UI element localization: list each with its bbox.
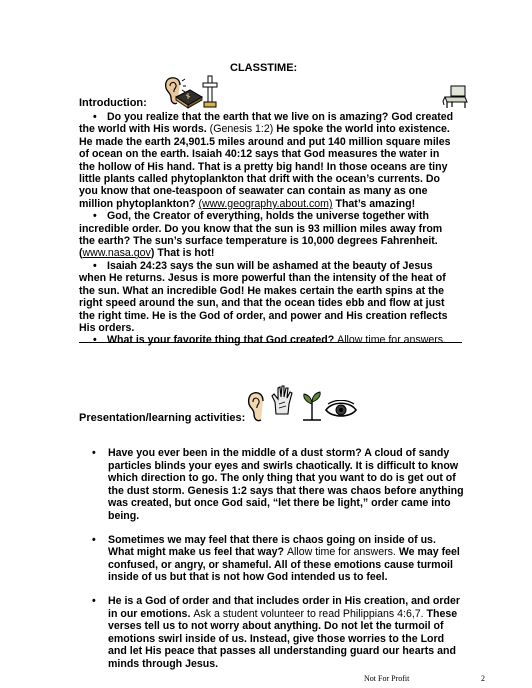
bullet: • [92,447,96,459]
source-link[interactable]: (www.geography.about.com) [198,197,333,210]
eye-icon [324,400,358,420]
intro-text-segment: That’s amazing! [332,197,416,210]
bullet: • [93,259,97,272]
introduction-label: Introduction: [79,97,147,109]
page-heading: CLASSTIME: [230,62,298,74]
item-text: Sometimes we may feel that there is chaos going on inside of us. What might make us feel that way? [108,533,436,559]
hand-icon [270,384,296,416]
intro-paragraph [79,210,455,260]
section-divider [79,342,462,343]
ear-icon [245,390,269,424]
bullet: • [93,111,97,123]
bullet: • [92,533,96,546]
footer-text: Not For Profit [364,674,410,683]
list-item [92,595,464,671]
item-text: He is a God of order and that includes order in His creation, and order in our emotions. [108,594,461,620]
chair-icon [441,85,469,109]
intro-text-segment: Do you realize that the earth that we live on is amazing? God created the world with His words. [79,111,454,136]
intro-paragraph [79,334,455,346]
presentation-label: Presentation/learning activities: [79,412,246,424]
bible-icon [174,85,204,109]
scripture-reference: (Genesis 1:2) [209,123,274,136]
page-number: 2 [481,674,485,683]
source-link[interactable]: www.nasa.gov [82,247,151,260]
introduction-text [79,111,455,347]
intro-text-segment: He spoke the world into existence. He made the earth 24,901.5 miles around and put 140 million square miles of ocean on the earth. Isaiah 40:12 says that God measures the water in the hollow of His hand. That is a pretty big hand! In those oceans are tiny little plants called phytoplankton that drift with the ocean’s currents. Do you know that one-teaspoon of seawater can contain as many as one million phytoplankton? [79,123,451,210]
intro-text-segment: ) That is hot! [150,247,215,260]
list-item [92,534,464,584]
cross-icon [202,75,218,109]
teacher-instruction: Allow time for answers. [286,546,396,559]
bullet: • [93,334,97,347]
teacher-instruction: Allow time for answers. [337,334,447,347]
intro-paragraph [79,111,455,210]
sprout-icon [300,390,324,424]
intro-text-segment: Isaiah 24:23 says the sun will be ashamed at the beauty of Jesus when He returns. Jesus is more powerful than the intensity of the heat of the sun. What an incredible God! He makes certain the earth spins at the right speed around the sun, and that the ocean tides ebb and flow at just the right time. He is the God of order, and power and His creation reflects His orders. [79,259,448,334]
item-text: These verses tell us to not worry about anything. Do not let the turmoil of emotions swirl inside of us. Instead, give those worries to the Lord and let His peace that passes all understanding guard our hearts and minds through Jesus. [108,607,458,670]
intro-text-segment: What is your favorite thing that God created? [107,334,338,347]
intro-text-segment: God, the Creator of everything, holds the universe together with incredible order. Do you know that the sun is 93 million miles away from the earth? The sun’s surface temperature is 10,000 degrees Fahrenheit. ( [79,210,443,260]
presentation-list [92,447,464,682]
bullet: • [93,210,97,223]
teacher-instruction: Ask a student volunteer to read Philippians 4:6,7. [193,607,424,620]
item-text: Have you ever been in the middle of a dust storm? A cloud of sandy particles blinds your eyes and swirls chaotically. It is difficult to know which direction to go. The only thing that you want to do is get out of the dust storm. Genesis 1:2 says that there was chaos before anything was created, but once God said, “let there be light,” order came into being. [108,447,464,522]
list-item [92,447,464,523]
intro-paragraph [79,260,455,334]
bullet: • [92,594,96,607]
item-text: We may feel confused, or angry, or shameful. All of these emotions cause turmoil inside of us but that is not how God intended us to feel. [108,546,460,584]
